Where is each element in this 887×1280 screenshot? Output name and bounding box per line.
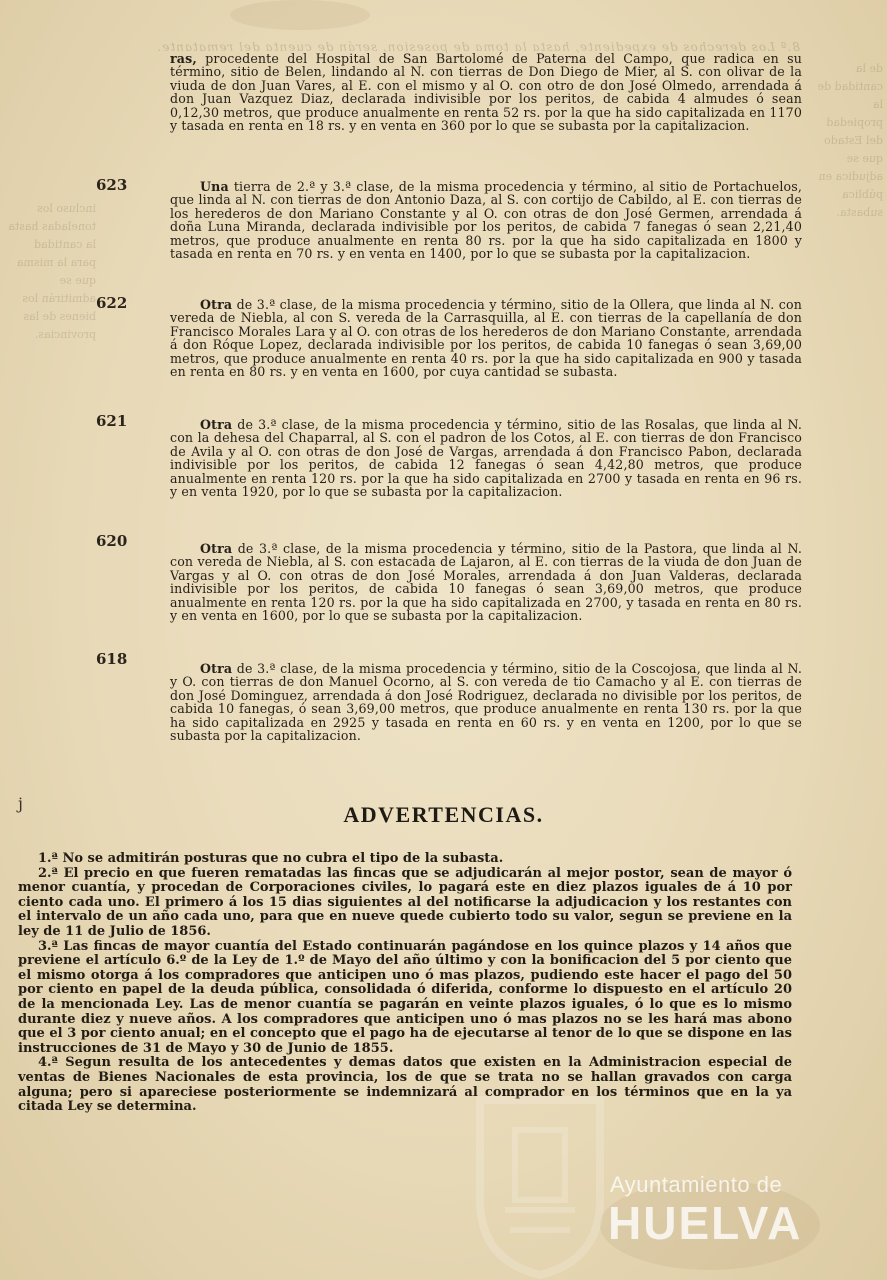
lot-number: 623 <box>96 176 128 194</box>
lot-entry <box>170 662 802 742</box>
lot-description: procedente del Hospital de San Bartolomé de Paterna del Campo, que radica en su término, sitio de Belen, lindando al N. con tierras de Don Diego de Mier, al S. con olivar de la viuda de don Juan Vares, al E. con el mismo y al O. con otro de don José Olmedo, arrendada á don Juan Vazquez Diaz, declarada indivisible por los peritos, de cabida 4 almudes ó sean 0,12,30 metros, que produce anualmente en renta 52 rs. por la que ha sido capitalizada en 1170 y tasada en renta en 18 rs. y en venta en 360 por lo que se subasta por la capitalizacion. <box>170 51 803 134</box>
paper-stain <box>230 0 370 30</box>
lot-description: de 3.ª clase, de la misma procedencia y término, sitio de la Coscojosa, que linda al N. y O. con tierras de don Manuel Ocorno, al S. con vereda de tio Camacho y al E. con tierras de don José Dominguez, arrendada á don José Rodriguez, declarada no divisible por los peritos, de cabida 10 fanegas, ó sean 3,69,00 metros, que produce anualmente en renta 130 rs. por la que ha sido capitalizada en 2925 y tasada en renta en 60 rs. y en venta en 1200, por lo que se subasta por la capitalizacion. <box>170 661 802 744</box>
lot-number: 620 <box>96 532 128 550</box>
advertencia-number: 3.ª <box>38 938 58 954</box>
lot-lead-word: Otra <box>200 541 233 556</box>
lot-lead-word: ras, <box>170 51 197 66</box>
show-through-text-top: 8.ª Los derechos de expediente, hasta la toma de posesion, serán de cuenta del rematante. <box>156 40 800 54</box>
lot-entry <box>170 418 802 498</box>
lot-description: de 3.ª clase, de la misma procedencia y término, sitio de las Rosalas, que linda al N. con la dehesa del Chaparral, al S. con el padron de los Cotos, al E. con tierras de don Francisco de Avila y al O. con otras de don José de Vargas, arrendada á don Francisco Pabon, declarada indivisible por los peritos, de cabida 12 fanegas ó sean 4,42,80 metros, que produce anualmente en renta 120 rs. por la que ha sido capitalizada en 2700 y tasada en renta en 96 rs. y en venta 1920, por lo que se subasta por la capitalizacion. <box>170 417 803 500</box>
lot-description: de 3.ª clase, de la misma procedencia y término, sitio de la Ollera, que linda al N. con vereda de Niebla, al con S. vereda de la Carrasquilla, al E. con tierras de la capellanía de don Francisco Morales Lara y al O. con otras de los herederos de don Mariano Constante, arrendada á don Róque Lopez, declarada indivisible por los peritos, de cabida 10 fanegas ó sean 3,69,00 metros, que produce anualmente en renta 40 rs. por la que ha sido capitalizada en 900 y tasada en renta en 80 rs. y en venta en 1600, por cuya cantidad se subasta. <box>170 297 802 380</box>
lot-number: 621 <box>96 412 128 430</box>
lot-description: tierra de 2.ª y 3.ª clase, de la misma procedencia y término, al sitio de Portachuelos, que linda al N. con tierras de don Antonio Daza, al S. con cortijo de Cabildo, al E. con tierras de los herederos de don Mariano Constante y al O. con otras de don José Germen, arrendada á doña Luna Miranda, declarada indivisible por los peritos, de cabida 7 fanegas ó sean 2,21,40 metros, que produce anualmente en renta 80 rs. por la que ha sido capitalizada en 1800 y tasada en renta en 70 rs. y en venta en 1400, por lo que se subasta por la capitalizacion. <box>170 179 802 262</box>
advertencia-number: 4.ª <box>38 1055 58 1071</box>
advertencias-list <box>18 852 792 1115</box>
lot-lead-word: Otra <box>200 297 233 312</box>
lot-entry <box>170 542 802 622</box>
lot-lead-word: Una <box>200 179 229 194</box>
advertencia-item <box>18 852 792 867</box>
show-through-text-right: de la cantidad de la propiedad del Estado que se adjudica en pública subasta. <box>817 62 883 219</box>
advertencia-number: 1.ª <box>38 851 58 866</box>
lot-entry <box>170 180 802 260</box>
lot-entry <box>170 52 802 132</box>
section-heading: ADVERTENCIAS. <box>343 802 544 827</box>
lot-description: de 3.ª clase, de la misma procedencia y término, sitio de la Pastora, que linda al N. con vereda de Niebla, al S. con estacada de Lajaron, al E. con tierras de la viuda de don Juan de Vargas y al O. con otras de don José Morales, arrendada á don Juan Valderas, declarada indivisible por los peritos, de cabida 10 fanegas ó sean 3,69,00 metros, que produce anualmente en renta 120 rs. por la que ha sido capitalizada en 2700, y tasada en renta en 80 rs. y en venta en 1600, por lo que se subasta por la capitalizacion. <box>170 541 802 624</box>
advertencia-text: Las fincas de mayor cuantía del Estado continuarán pagándose en los quince plazos y 14 años que previene el artículo 6.º de la Ley de 1.º de Mayo del año último y con la bonificacion del 5 por ciento que el mismo otorga á los compradores que anticipen uno ó mas plazos, pudiendo este hacer el pago del 50 por ciento en papel de la deuda pública, consolidada ó diferida, conforme lo dispuesto en el artículo 20 de la mencionada Ley. Las de menor cuantía se pagarán en veinte plazos iguales, ó lo que es lo mismo durante diez y nueve años. A los compradores que anticipen uno ó mas plazos no se les hará mas abono que el 3 por ciento anual; en el concepto que el pago ha de ejecutarse al tenor de lo que se dispone en las instrucciones de 31 de Mayo y 30 de Junio de 1855. <box>18 938 792 1056</box>
show-through-text-left: incluso los toneladas hasta la cantidad para la misma que se admitirán los bienes de las provincias. <box>8 202 96 341</box>
advertencia-item <box>18 940 792 1057</box>
city-crest-icon <box>460 1090 620 1280</box>
advertencia-item <box>18 867 792 940</box>
lot-entry <box>170 298 802 378</box>
lot-number: 618 <box>96 650 128 668</box>
lot-lead-word: Otra <box>200 661 233 676</box>
advertencia-number: 2.ª <box>38 865 58 881</box>
advertencia-text: Segun resulta de los antecedentes y demas datos que existen en la Administracion especial de ventas de Bienes Nacionales de esta provincia, los de que se trata no se hallan gravados con carga alguna; pero si apareciese posteriormente se indemnizará al comprador en los términos que en la ya citada Ley se determina. <box>18 1055 792 1115</box>
advertencia-text: El precio en que fueren rematadas las fincas que se adjudicarán al mejor postor, sean de mayor ó menor cuantía, y procedan de Corporaciones civiles, lo pagará este en diez plazos iguales de á 10 por ciento cada uno. El primero á los 15 dias siguientes al del notificarse la adjudicacion y los restantes con el intervalo de un año cada uno, para que en nueve quede cubierto todo su valor, segun se previene en la ley de 11 de Julio de 1856. <box>18 865 793 939</box>
watermark-title: HUELVA <box>608 1197 803 1249</box>
lot-lead-word: Otra <box>200 417 233 432</box>
lot-number: 622 <box>96 294 128 312</box>
advertencia-text: No se admitirán posturas que no cubra el tipo de la subasta. <box>62 851 504 866</box>
archive-watermark <box>440 1080 840 1280</box>
margin-mark: j <box>18 794 23 813</box>
watermark-subtitle: Ayuntamiento de <box>610 1172 783 1197</box>
